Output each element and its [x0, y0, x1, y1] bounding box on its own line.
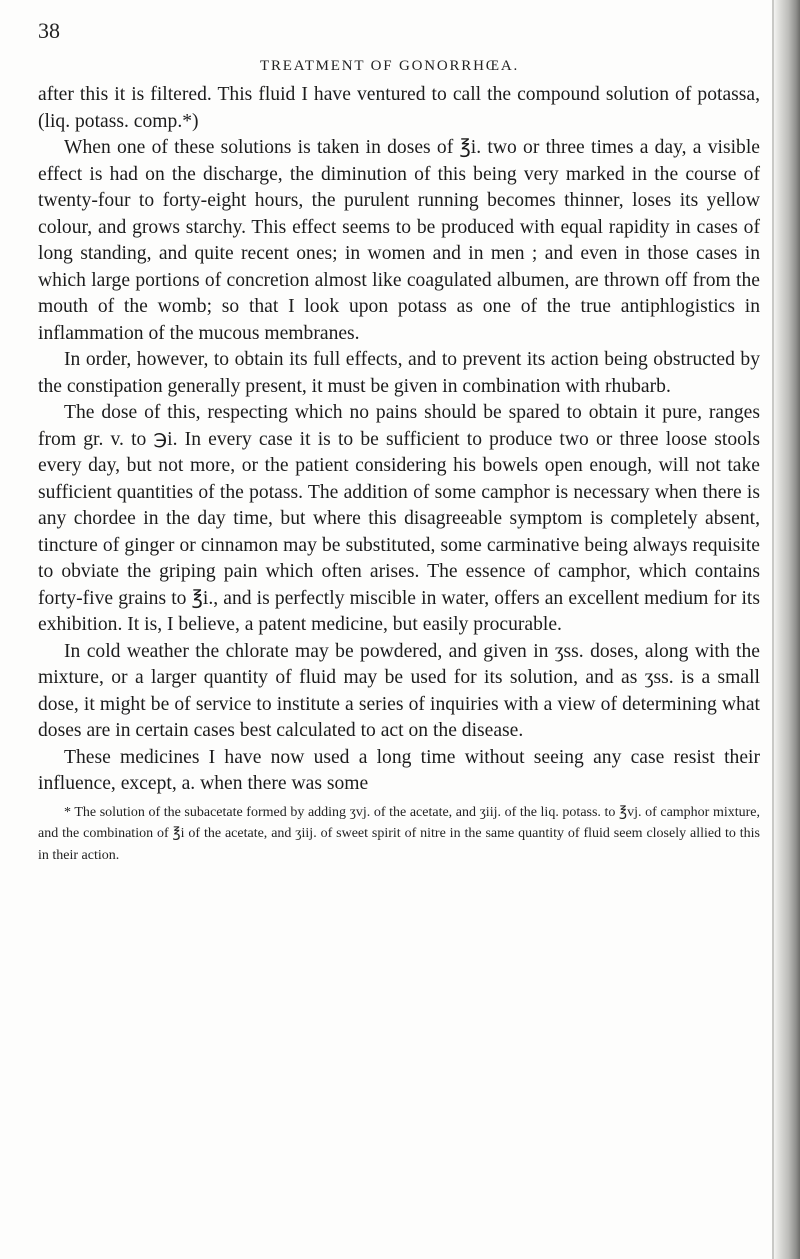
- paragraph: These medicines I have now used a long time without seeing any case resist their influence, except, a. when there was some: [38, 746, 760, 794]
- paragraph: In order, however, to obtain its full effects, and to prevent its action being obstructed by the constipation generally present, it must be given in combination with rhubarb.: [38, 349, 760, 397]
- page-number: 38: [38, 18, 60, 43]
- footnote: * The solution of the subacetate formed by adding ʒvj. of the acetate, and ʒiij. of the liq. potass. to ℥vj. of camphor mixture, and the combination of ℥i of the acetate, and ʒiij. of sweet spirit of nitre in the same quantity of fluid seem closely allied to this in their action.: [38, 804, 760, 863]
- book-binding-edge: [774, 0, 800, 1259]
- paragraph: In cold weather the chlorate may be powdered, and given in ʒss. doses, along with the mixture, or a larger quantity of fluid may be used for its solution, and as ʒss. is a small dose, it might be of service to institute a series of inquiries with a view of determining what doses are in certain cases best calculated to act on the disease.: [38, 640, 760, 741]
- running-head: TREATMENT OF GONORRHŒA.: [260, 58, 520, 74]
- paragraph: after this it is filtered. This fluid I have ventured to call the compound solution of potassa, (liq. potass. comp.*): [38, 84, 760, 132]
- body-text: [38, 82, 760, 866]
- paragraph: When one of these solutions is taken in doses of ℥i. two or three times a day, a visible effect is had on the discharge, the diminution of this being very marked in the course of twenty-four to forty-eight hours, the purulent running becomes thinner, loses its yellow colour, and grows starchy. This effect seems to be produced with equal rapidity in cases of long standing, and quite recent ones; in women and in men ; and even in those cases in which large portions of concretion almost like coagulated albumen, are thrown off from the mouth of the womb; so that I look upon potass as one of the true antiphlogistics in inflammation of the mucous membranes.: [38, 137, 760, 344]
- paragraph: The dose of this, respecting which no pains should be spared to obtain it pure, ranges from gr. v. to ℈i. In every case it is to be sufficient to produce two or three loose stools every day, but not more, or the patient considering his bowels open enough, will not take sufficient quantities of the potass. The addition of some camphor is necessary when there is any chordee in the day time, but where this disagreeable symptom is completely absent, tincture of ginger or cinnamon may be substituted, some carminative being always requisite to obviate the griping pain which often arises. The essence of camphor, which contains forty-five grains to ℥i., and is perfectly miscible in water, offers an excellent medium for its exhibition. It is, I believe, a patent medicine, but easily procurable.: [38, 402, 760, 635]
